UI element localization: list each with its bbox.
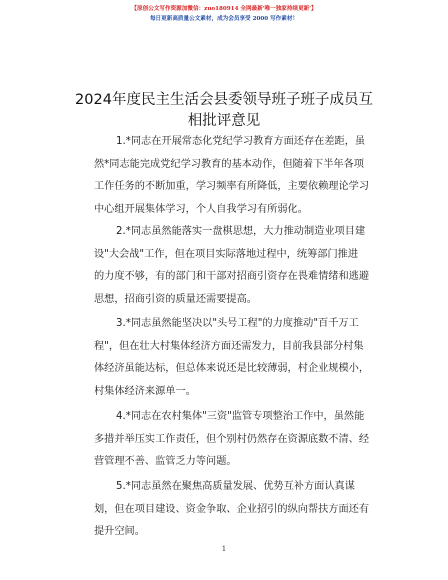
paragraph-4 [94, 406, 384, 474]
paragraph-line: 设"大会战"工作，但在项目实际落地过程中，统筹部门推进 [94, 248, 359, 260]
paragraph-line: 5.*同志虽然在聚焦高质量发展、优势互补方面认真谋 [116, 481, 355, 492]
paragraph-line: 提升空间。 [94, 526, 145, 537]
paragraph-line: 程"，但在壮大村集体经济方面还需发力，目前我县部分村集 [94, 340, 364, 352]
paragraph-5 [94, 476, 384, 544]
paragraph-line: 然*同志能完成党纪学习教育的基本动作，但随着下半年各项 [94, 158, 364, 170]
paragraph-line: 2.*同志虽然能落实一盘棋思想，大力推动制造业项目建 [116, 226, 366, 237]
paragraph-line: 工作任务的不断加重，学习频率有所降低，主要依赖理论学习 [94, 181, 370, 192]
paragraph-line: 1.*同志在开展常态化党纪学习教育方面还存在差距，虽 [116, 136, 366, 147]
paragraph-2 [94, 221, 384, 311]
paragraph-line: 的力度不够，有的部门和干部对招商引资存在畏难情绪和逃避 [94, 271, 370, 282]
paragraph-line: 3.*同志虽然能坚决以"头号工程"的力度推动"百千万工 [116, 318, 359, 329]
paragraph-line: 体经济虽能达标，但总体来说还是比较薄弱，村企业规模小， [94, 363, 370, 374]
promo-banner-line-1: 【原创公文写作资源加微信：zuo180914 全网最新'唯一独家持续更新'】 [131, 6, 317, 12]
page-number: 1 [221, 545, 227, 553]
paragraph-line: 思想，招商引资的质量还需要提高。 [94, 293, 257, 305]
paragraph-3 [94, 313, 384, 403]
document-title-line-1: 2024年度民主生活会县委领导班子班子成员互 [75, 92, 373, 108]
paragraph-line: 中心组开展集体学习，个人自我学习有所弱化。 [94, 203, 308, 215]
paragraph-line: 村集体经济来源单一。 [94, 385, 196, 397]
paragraph-line: 多措并举压实工作责任，但个别村仍然存在资源底数不清、经 [94, 433, 370, 445]
paragraph-line: 4.*同志在农村集体"三资"监管专项整治工作中，虽然能 [116, 411, 365, 422]
document-title-line-2: 相批评意见 [187, 113, 261, 129]
promo-banner-line-2: 每日更新高质量公文素材，成为会员享受 2000 写作素材！ [149, 16, 299, 22]
paragraph-1 [94, 131, 384, 221]
paragraph-line: 划，但在项目建设、资金争取、企业招引的纵向帮扶方面还有 [94, 503, 370, 515]
paragraph-line: 营管理不善、监管乏力等问题。 [94, 456, 237, 467]
